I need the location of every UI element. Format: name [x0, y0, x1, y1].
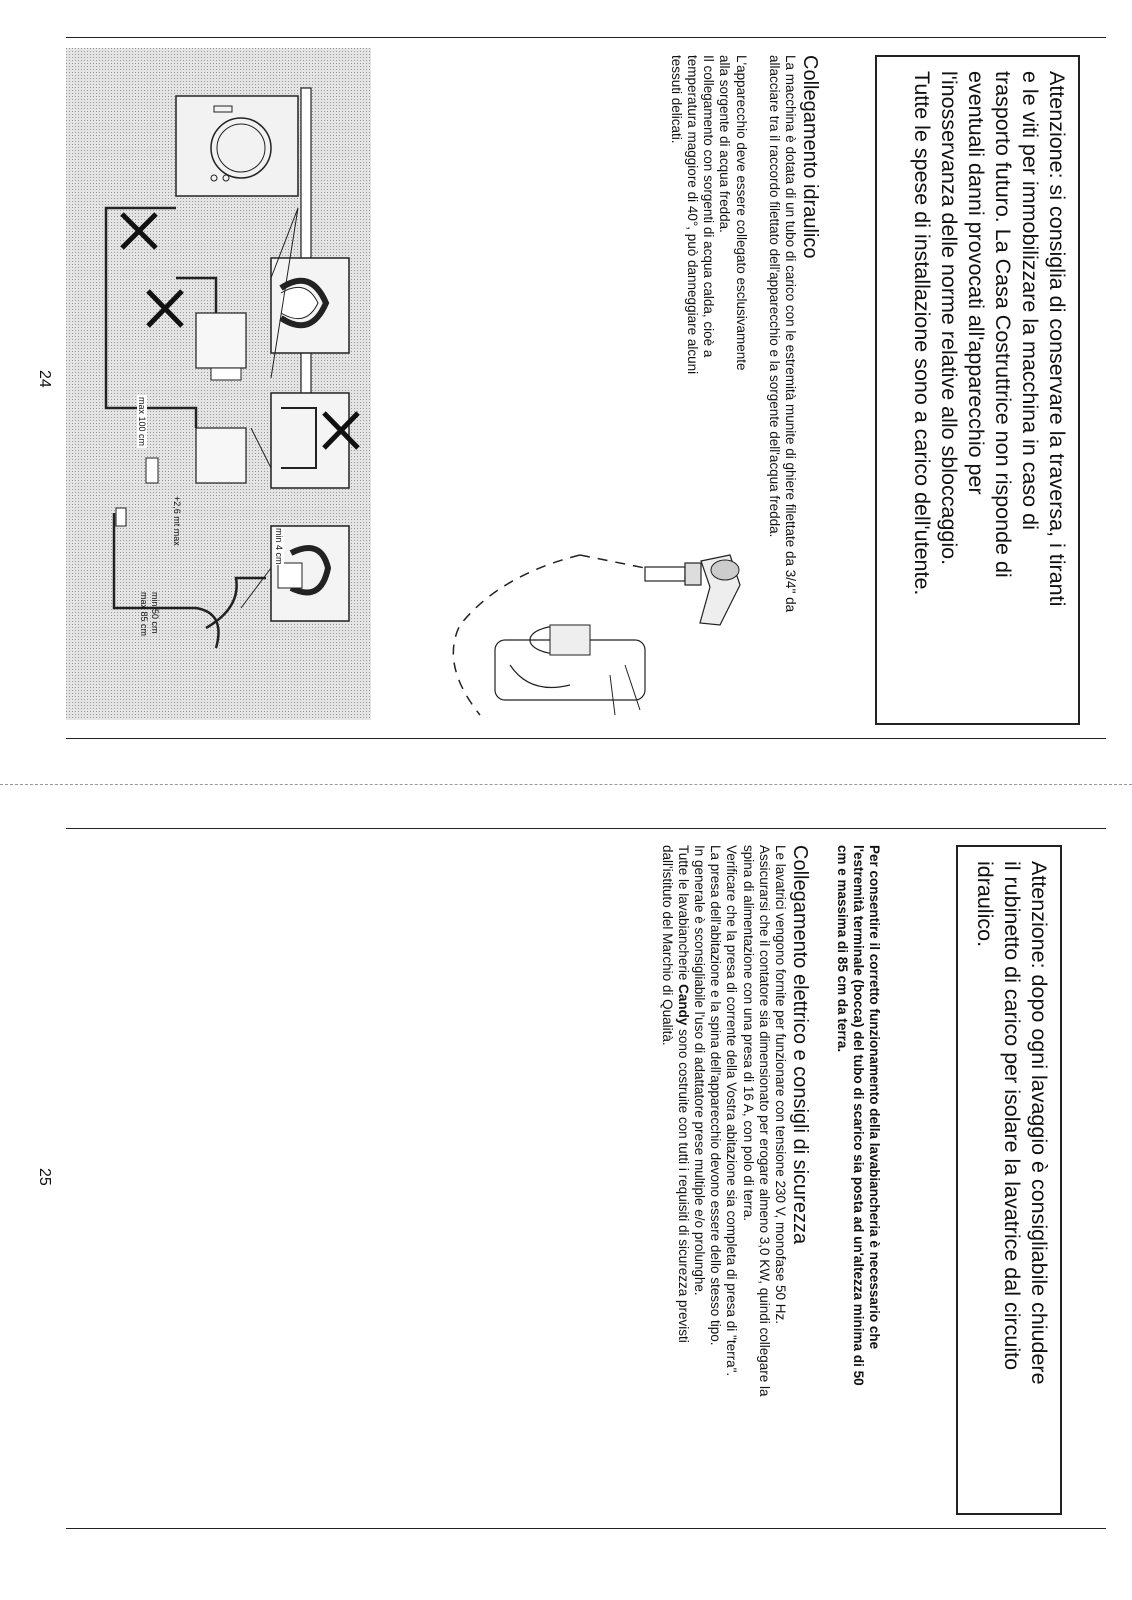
- warning-line: Attenzione: dopo ogni lavaggio è consigliabile chiudere: [1027, 861, 1051, 1385]
- hose-connection-illustration: [440, 545, 770, 725]
- label-min-4: [274, 528, 284, 565]
- warning-line: l'inosservanza delle norme relative allo sbloccaggio.: [937, 71, 961, 566]
- warning-line: Tutte le spese di installazione sono a carico dell'utente.: [910, 71, 934, 596]
- label-text: max 85 cm: [139, 592, 149, 637]
- label-text: max 100 cm: [137, 397, 147, 447]
- section-heading: Collegamento elettrico e consigli di sicurezza: [789, 845, 811, 1245]
- label-text: min 4 cm: [274, 528, 284, 565]
- body-line: temperatura maggiore di 40°, può danneggiare alcuni: [684, 55, 700, 375]
- label-min-50: [150, 592, 160, 634]
- body-line: In generale è sconsigliabile l'uso di adattatore prese multiple e/o prolunghe.: [691, 845, 707, 1296]
- warning-line: e le viti per immobilizzare la macchina in caso di: [1018, 71, 1042, 530]
- body-line: [675, 845, 691, 1525]
- warning-line: trasporto futuro. La Casa Costruttrice non risponde di: [991, 71, 1015, 578]
- right-bold-note: [833, 845, 882, 1525]
- note-line: cm e massima di 85 cm da terra.: [834, 845, 850, 1053]
- note-line: Per consentire il corretto funzionamento della lavabiancheria è necessario che: [867, 845, 882, 1350]
- rule-bottom: [66, 1528, 1106, 1529]
- rule-mid-upper: [66, 738, 1106, 739]
- body-line: spina di alimentazione con una presa di 16 A, con polo di terra.: [740, 845, 756, 1221]
- body-line: allacciare tra il raccordo filettato dell'apparecchio e la sorgente dell'acqua fredda.: [766, 55, 782, 538]
- body-line: Verificare che la presa di corrente della Vostra abitazione sia completa di presa di "terra".: [724, 845, 740, 1377]
- page-number-25: 25: [36, 1168, 53, 1186]
- warning-line: il rubinetto di carico per isolare la lavatrice dal circuito: [1000, 861, 1024, 1371]
- fold-line: [0, 784, 1132, 785]
- body-line: Il collegamento con sorgenti di acqua calda, cioè a: [701, 55, 717, 358]
- label-max-85: [139, 592, 149, 636]
- label-text: +2,6 mt max: [172, 496, 182, 546]
- left-warning-box: [875, 55, 1080, 725]
- right-text-column: [658, 845, 812, 1525]
- note-line: l'estremità terminale (bocca) del tubo di scarico sia posta ad un'altezza minima di 50: [850, 845, 866, 1386]
- body-line: Assicurarsi che il contatore sia dimensionato per erogare almeno 3,0 KW, quindi collegare la: [756, 845, 772, 1397]
- warning-line: Attenzione: si consiglia di conservare la traversa, i tiranti: [1045, 71, 1069, 607]
- line-suffix: sono costruite con tutti i requisiti di sicurezza previsti: [675, 1025, 691, 1343]
- right-warning-box: [956, 845, 1062, 1515]
- rule-top: [66, 37, 1106, 38]
- body-line: alla sorgente di acqua fredda.: [717, 55, 733, 233]
- page-number-24: 24: [36, 370, 53, 388]
- label-plus-2-6: [172, 496, 182, 546]
- warning-line: idraulico.: [973, 861, 997, 948]
- body-line: La macchina è dotata di un tubo di carico con le estremità munite di ghiere filettate da 3/4" da: [783, 55, 798, 613]
- drainage-diagram: [66, 48, 371, 720]
- body-line: L'apparecchio deve essere collegato esclusivamente: [733, 55, 749, 371]
- brand-name: Candy: [675, 984, 691, 1026]
- label-text: min 50 cm: [150, 592, 160, 634]
- section-heading: Collegamento idraulico: [799, 55, 821, 259]
- line-prefix: Tutte le lavabiancherie: [675, 845, 691, 985]
- warning-line: eventuali danni provocati all'apparecchio per: [964, 71, 988, 495]
- body-line: Le lavatrici vengono fornite per funzionare con tensione 230 V, monofase 50 Hz.: [773, 845, 788, 1325]
- label-max-100: [137, 395, 147, 448]
- body-line: dall'istituto del Marchio di Qualità.: [659, 845, 675, 1046]
- body-line: tessuti delicati.: [668, 55, 684, 144]
- rule-mid-lower: [66, 828, 1106, 829]
- body-line: La presa dell'abitazione e la spina dell'apparecchio devono essere dello stesso tipo.: [708, 845, 724, 1346]
